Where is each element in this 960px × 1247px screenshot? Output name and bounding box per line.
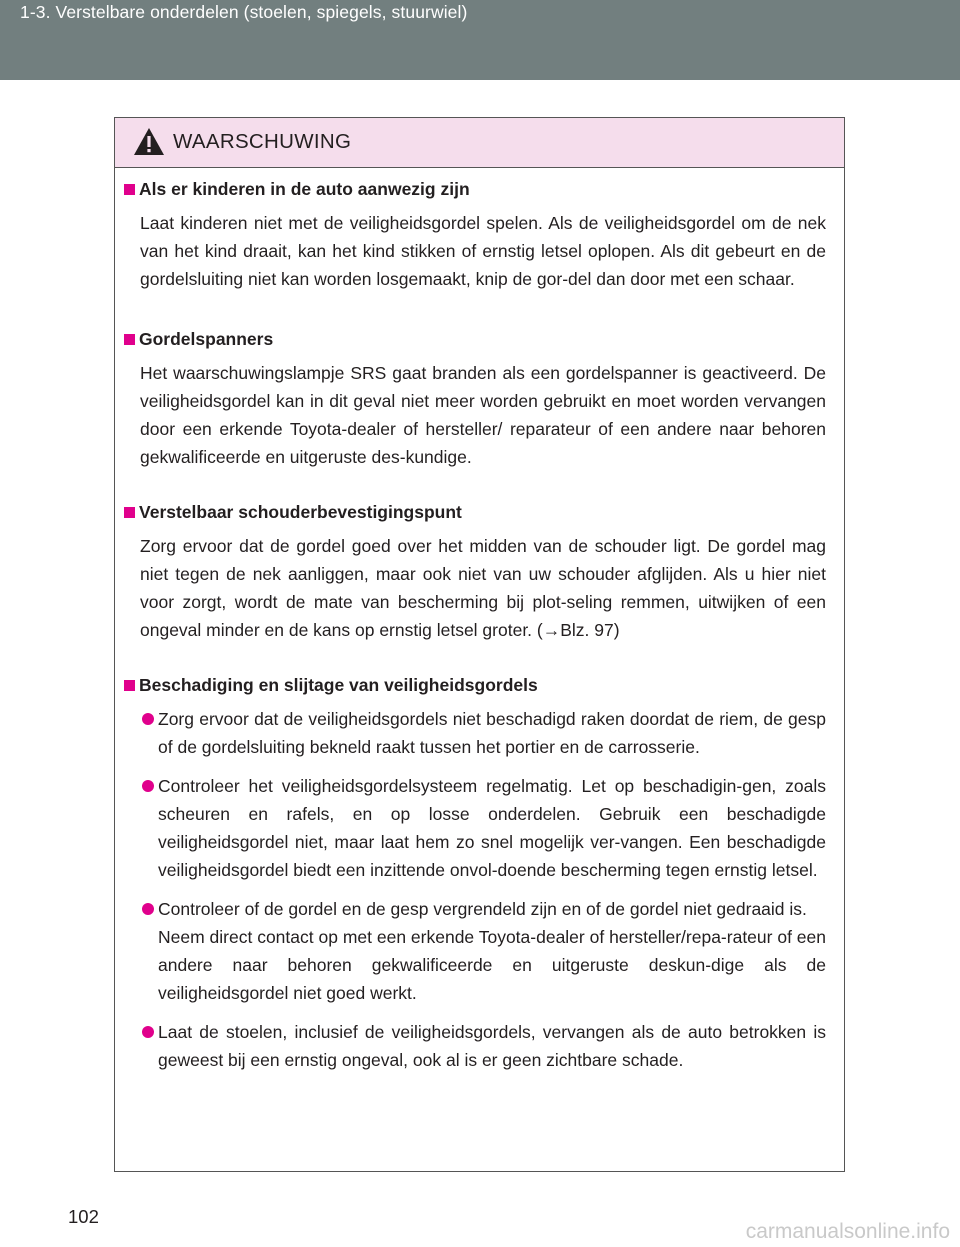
warning-box <box>114 117 845 1172</box>
section-heading: Als er kinderen in de auto aanwezig zijn <box>115 179 844 209</box>
section-text: Laat kinderen niet met de veiligheidsgordel spelen. Als de veiligheidsgordel om de nek van het kind draait, kan het kind stikken of ernstig letsel oplopen. Als dit gebeurt en de gordelsluiting niet kan worden losgemaakt, knip de gor-del dan door met een schaar. <box>140 213 826 289</box>
section-text: Het waarschuwingslampje SRS gaat branden als een gordelspanner is geactiveerd. De veiligheidsgordel kan in dit geval niet meer worden gebruikt en moet worden vervangen door een erkende Toyota-dealer of hersteller/ reparateur of een andere naar behoren gekwalificeerde en uitgeruste des-kundige. <box>140 363 826 467</box>
section-heading: Beschadiging en slijtage van veiligheidsgordels <box>115 675 844 705</box>
section-heading: Verstelbaar schouderbevestigingspunt <box>115 502 844 532</box>
warning-title: WAARSCHUWING <box>173 130 352 153</box>
section-pretensioners <box>115 329 844 471</box>
circle-bullet-icon <box>142 1026 154 1038</box>
list-item: Laat de stoelen, inclusief de veiligheidsgordels, vervangen als de auto betrokken is geweest bij een ernstig ongeval, ook al is er geen zichtbare schade. <box>115 1018 844 1074</box>
section-damage-wear <box>115 675 844 1074</box>
section-text: Zorg ervoor dat de gordel goed over het midden van de schouder ligt. De gordel mag niet tegen de nek aanliggen, maar ook niet van uw schouder afglijden. Als u hier niet voor zorgt, wordt de mate van bescherming bij plot-seling remmen, uitwijken of een ongeval minder en de kans op ernstig letsel groter. (→Blz. 97) <box>140 536 826 640</box>
chapter-header-band <box>0 0 960 80</box>
section-children <box>115 179 844 293</box>
list-item: Zorg ervoor dat de veiligheidsgordels niet beschadigd raken doordat de riem, de gesp of de gordelsluiting bekneld raakt tussen het portier en de carrosserie. <box>115 705 844 761</box>
section-shoulder-anchor <box>115 502 844 644</box>
list-item: Controleer het veiligheidsgordelsysteem regelmatig. Let op beschadigin-gen, zoals scheuren en rafels, en op losse onderdelen. Gebruik een beschadigde veiligheidsgordel niet, maar laat hem zo snel mogelijk ver-vangen. Een beschadigde veiligheidsgordel biedt een inzittende onvol-doende bescherming tegen ernstig letsel. <box>115 772 844 884</box>
circle-bullet-icon <box>142 903 154 915</box>
square-bullet-icon <box>124 680 135 691</box>
square-bullet-icon <box>124 334 135 345</box>
warning-triangle-icon <box>133 127 165 156</box>
warning-header <box>115 118 844 168</box>
circle-bullet-icon <box>142 780 154 792</box>
list-item: Controleer of de gordel en de gesp vergrendeld zijn en of de gordel niet gedraaid is. Neem direct contact op met een erkende Toyota-dealer of hersteller/repa-rateur of een andere naar behoren gekwalificeerde en uitgeruste deskun-dige als de veiligheidsgordel niet goed werkt. <box>115 895 844 1007</box>
chapter-title: 1-3. Verstelbare onderdelen (stoelen, spiegels, stuurwiel) <box>20 2 468 22</box>
square-bullet-icon <box>124 184 135 195</box>
circle-bullet-icon <box>142 713 154 725</box>
page-number: 102 <box>68 1206 99 1227</box>
watermark: carmanualsonline.info <box>745 1220 950 1243</box>
square-bullet-icon <box>124 507 135 518</box>
section-heading: Gordelspanners <box>115 329 844 359</box>
